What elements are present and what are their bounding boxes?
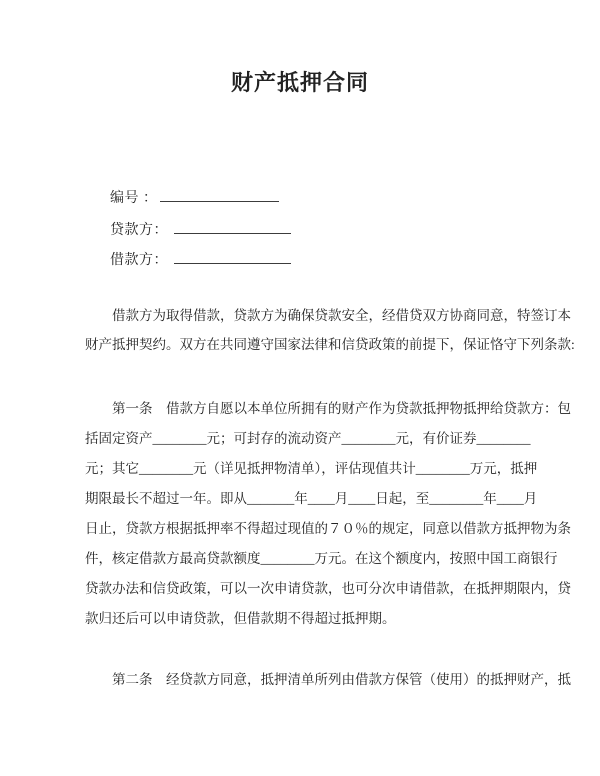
number-blank-line — [160, 187, 279, 202]
paragraph-line: 期限最长不超过一年。即从_______年____月____日起，至________年____月 — [85, 491, 538, 506]
document-title: 财产抵押合同 — [230, 70, 369, 95]
paragraph-line: 件，核定借款方最高贷款额度________万元。在这个额度内，按照中国工商银行 — [85, 551, 558, 566]
article-1-paragraph — [85, 394, 571, 634]
article-2-paragraph — [85, 665, 571, 695]
paragraph-line: 借款方为取得借款，贷款方为确保贷款安全，经借贷双方协商同意，特签订本 — [112, 308, 571, 323]
paragraph-line: 款归还后可以申请贷款，但借款期不得超过抵押期。 — [85, 611, 396, 626]
lender-blank-line — [174, 219, 291, 234]
paragraph-line: 第一条 借款方自愿以本单位所拥有的财产作为贷款抵押物抵押给贷款方：包 — [112, 401, 571, 416]
paragraph-line: 日止，贷款方根据抵押率不得超过现值的７０％的规定，同意以借款方抵押物为条 — [85, 521, 571, 536]
borrower-label: 借款方： — [110, 253, 168, 268]
paragraph-line: 贷款办法和信贷政策，可以一次申请贷款，也可分次申请借款，在抵押期限内，贷 — [85, 581, 571, 596]
paragraph-line: 第二条 经贷款方同意，抵押清单所列由借款方保管（使用）的抵押财产，抵 — [112, 672, 571, 687]
number-label: 编号 ： — [110, 191, 158, 206]
lender-label: 贷款方： — [110, 223, 168, 238]
field-row-borrower — [110, 249, 291, 269]
borrower-blank-line — [174, 249, 291, 264]
intro-paragraph — [85, 302, 575, 359]
field-row-number — [110, 187, 279, 207]
paragraph-line: 元；其它________元（详见抵押物清单），评估现值共计________万元，抵押 — [85, 461, 538, 476]
field-row-lender — [110, 219, 291, 239]
paragraph-line: 括固定资产________元；可封存的流动资产________元，有价证券________ — [85, 431, 531, 446]
paragraph-line: 财产抵押契约。双方在共同遵守国家法律和信贷政策的前提下，保证恪守下列条款: — [85, 336, 575, 352]
